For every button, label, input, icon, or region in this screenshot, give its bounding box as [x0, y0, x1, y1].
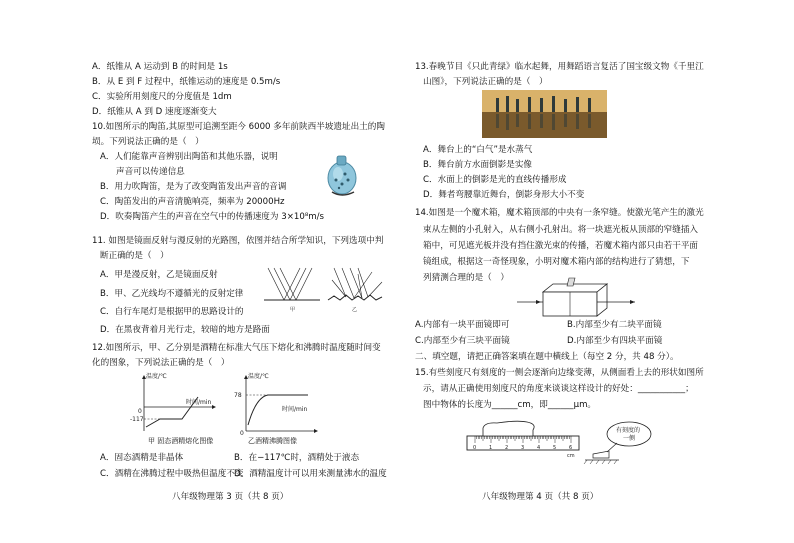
q13-stem-line1: 13.春晚节目《只此青绿》临水起舞，用舞蹈语言复活了国宝级文物《千里江 [415, 62, 704, 72]
q10-option-c: C．陶笛发出的声音清脆响亮，频率为 20000Hz [100, 197, 285, 207]
ruler-number: 3 [521, 445, 525, 451]
magic-box-diagram [517, 282, 637, 318]
ruler-number: 0 [473, 445, 477, 451]
q11-option-a: A．甲是漫反射，乙是镜面反射 [100, 270, 218, 280]
graph1-caption: 甲 固态酒精熔化图像 [148, 437, 214, 445]
q10-stem-line2: 埙。下列说法正确的是（ ） [92, 137, 204, 147]
q10-option-d: D．吹奏陶笛产生的声音在空气中的传播速度为 3×10⁸m/s [100, 212, 325, 222]
q13-option-d: D．舞者弯腰靠近舞台，倒影身形大小不变 [423, 190, 585, 200]
q11-option-d: D．在黑夜背着月光行走，较暗的地方是路面 [100, 325, 270, 335]
q11-stem-line1: 11. 如图是镜面反射与漫反射的光路图，依图并结合所学知识，下列选项中判 [92, 236, 384, 246]
q10-option-a-cont: 声音可以传递信息 [116, 167, 185, 177]
graph2-caption: 乙酒精沸腾图像 [248, 437, 297, 445]
boiling-graph [232, 373, 322, 435]
melting-graph [130, 373, 220, 435]
dance-photo [482, 90, 607, 138]
q15-line2: 示，请从正确使用刻度尺的角度来谈谈这样设计的好处：___________； [423, 384, 694, 394]
q15-line1: 15.有些刻度尺有刻度的一侧会逐渐向边缘变薄，从侧面看上去的形状如图所 [415, 368, 704, 378]
graph2-origin: 0 [240, 430, 244, 437]
q12-option-b: B．在−117℃时，酒精处于液态 [234, 453, 360, 463]
q11-stem-line2: 断正确的是（ ） [100, 251, 169, 261]
q14-stem-line5: 列猜测合理的是（ ） [423, 273, 509, 283]
graph2-ylabel: 温度/℃ [248, 373, 269, 380]
graph2-xlabel: 时间/min [282, 406, 308, 413]
q14-stem-line1: 14.如图是一个魔术箱，魔术箱顶部的中央有一条窄缝。使激光笔产生的激光 [415, 208, 704, 218]
footer-right: 八年级物理第 4 页（共 8 页） [482, 492, 599, 502]
graph1-xlabel: 时间/min [186, 399, 212, 406]
ruler-number: 4 [537, 445, 541, 451]
q12-option-d: D．酒精温度计可以用来测量沸水的温度 [234, 469, 387, 479]
reflection-diagram [262, 262, 387, 314]
q11-option-c: C．自行车尾灯是根据甲的思路设计的 [100, 307, 244, 317]
q14-stem-line4: 镜组成，根据这一奇怪现象，小明对魔术箱内部的结构进行了猜想，下 [423, 257, 690, 267]
q15-line3: 图中物体的长度为______cm，即______μm。 [423, 400, 597, 410]
q12-stem-line2: 化的图象，下列说法正确的是（ ） [92, 358, 230, 368]
q14-option-b: B.内部至少有二块平面镜 [567, 320, 662, 330]
q10-option-b: B．用力吹陶笛，是为了改变陶笛发出声音的音调 [100, 182, 287, 192]
page-right [397, 0, 794, 543]
graph1-origin: 0 [138, 408, 142, 415]
q14-stem-line2: 束从左侧的小孔射入，从右侧小孔射出。将一块遮光板从顶部的窄缝插入 [423, 225, 699, 235]
graph1-ylabel: 温度/℃ [146, 373, 167, 380]
q14-option-c: C.内部至少有三块平面镜 [415, 336, 510, 346]
q13-option-a: A．舞台上的“白气”是水蒸气 [423, 145, 533, 155]
q14-option-a: A.内部有一块平面镜即可 [415, 320, 510, 330]
ruler-number: 2 [505, 445, 509, 451]
ruler-number: 5 [553, 445, 557, 451]
graph1-mark: -117 [130, 416, 144, 423]
q13-option-c: C．水面上的倒影是光的直线传播形成 [423, 175, 567, 185]
ocarina-image [318, 150, 366, 198]
q9-option-d: D．纸锥从 A 到 D 速度逐渐变大 [92, 107, 217, 117]
q11-option-b: B．甲、乙光线均不遵循光的反射定律 [100, 289, 244, 299]
ruler-number: 1 [489, 445, 493, 451]
q13-stem-line2: 山图》，下列说法正确的是（ ） [423, 77, 548, 87]
q12-option-c: C．酒精在沸腾过程中吸热但温度不变 [100, 469, 244, 479]
footer-left: 八年级物理第 3 页（共 8 页） [172, 492, 289, 502]
fig-label-jia: 甲 [290, 307, 296, 313]
fig-label-yi: 乙 [352, 307, 358, 313]
q10-option-a: A．人们能靠声音辨别出陶笛和其他乐器，说明 [100, 152, 278, 162]
callout-line2: 一侧 [623, 435, 636, 442]
q12-stem-line1: 12.如图所示，甲、乙分别是酒精在标准大气压下熔化和沸腾时温度随时间变 [92, 343, 381, 353]
callout-line1: 有刻度的 [616, 427, 641, 434]
q12-option-a: A．固态酒精是非晶体 [100, 453, 184, 463]
section2-heading: 二、填空题，请把正确答案填在题中横线上（每空 2 分，共 48 分）。 [415, 352, 679, 362]
q9-option-a: A．纸锥从 A 运动到 B 的时间是 1s [92, 62, 228, 72]
q9-option-b: B．从 E 到 F 过程中，纸锥运动的速度是 0.5m/s [92, 77, 281, 87]
q9-option-c: C．实验所用刻度尺的分度值是 1dm [92, 92, 232, 102]
ruler-unit: cm [567, 453, 575, 459]
graph2-mark: 78 [234, 392, 242, 399]
q14-stem-line3: 箱中，可见遮光板并没有挡住激光束的传播，若魔术箱内部只由若干平面 [423, 241, 699, 251]
ruler-number: 6 [569, 445, 573, 451]
q14-option-d: D.内部至少有四块平面镜 [567, 336, 663, 346]
q13-option-b: B．舞台前方水面倒影是实像 [423, 160, 533, 170]
q10-stem-line1: 10.如图所示的陶笛,其原型可追溯至距今 6000 多年前陕西半坡遗址出土的陶 [92, 122, 385, 132]
ruler-diagram [467, 418, 697, 468]
